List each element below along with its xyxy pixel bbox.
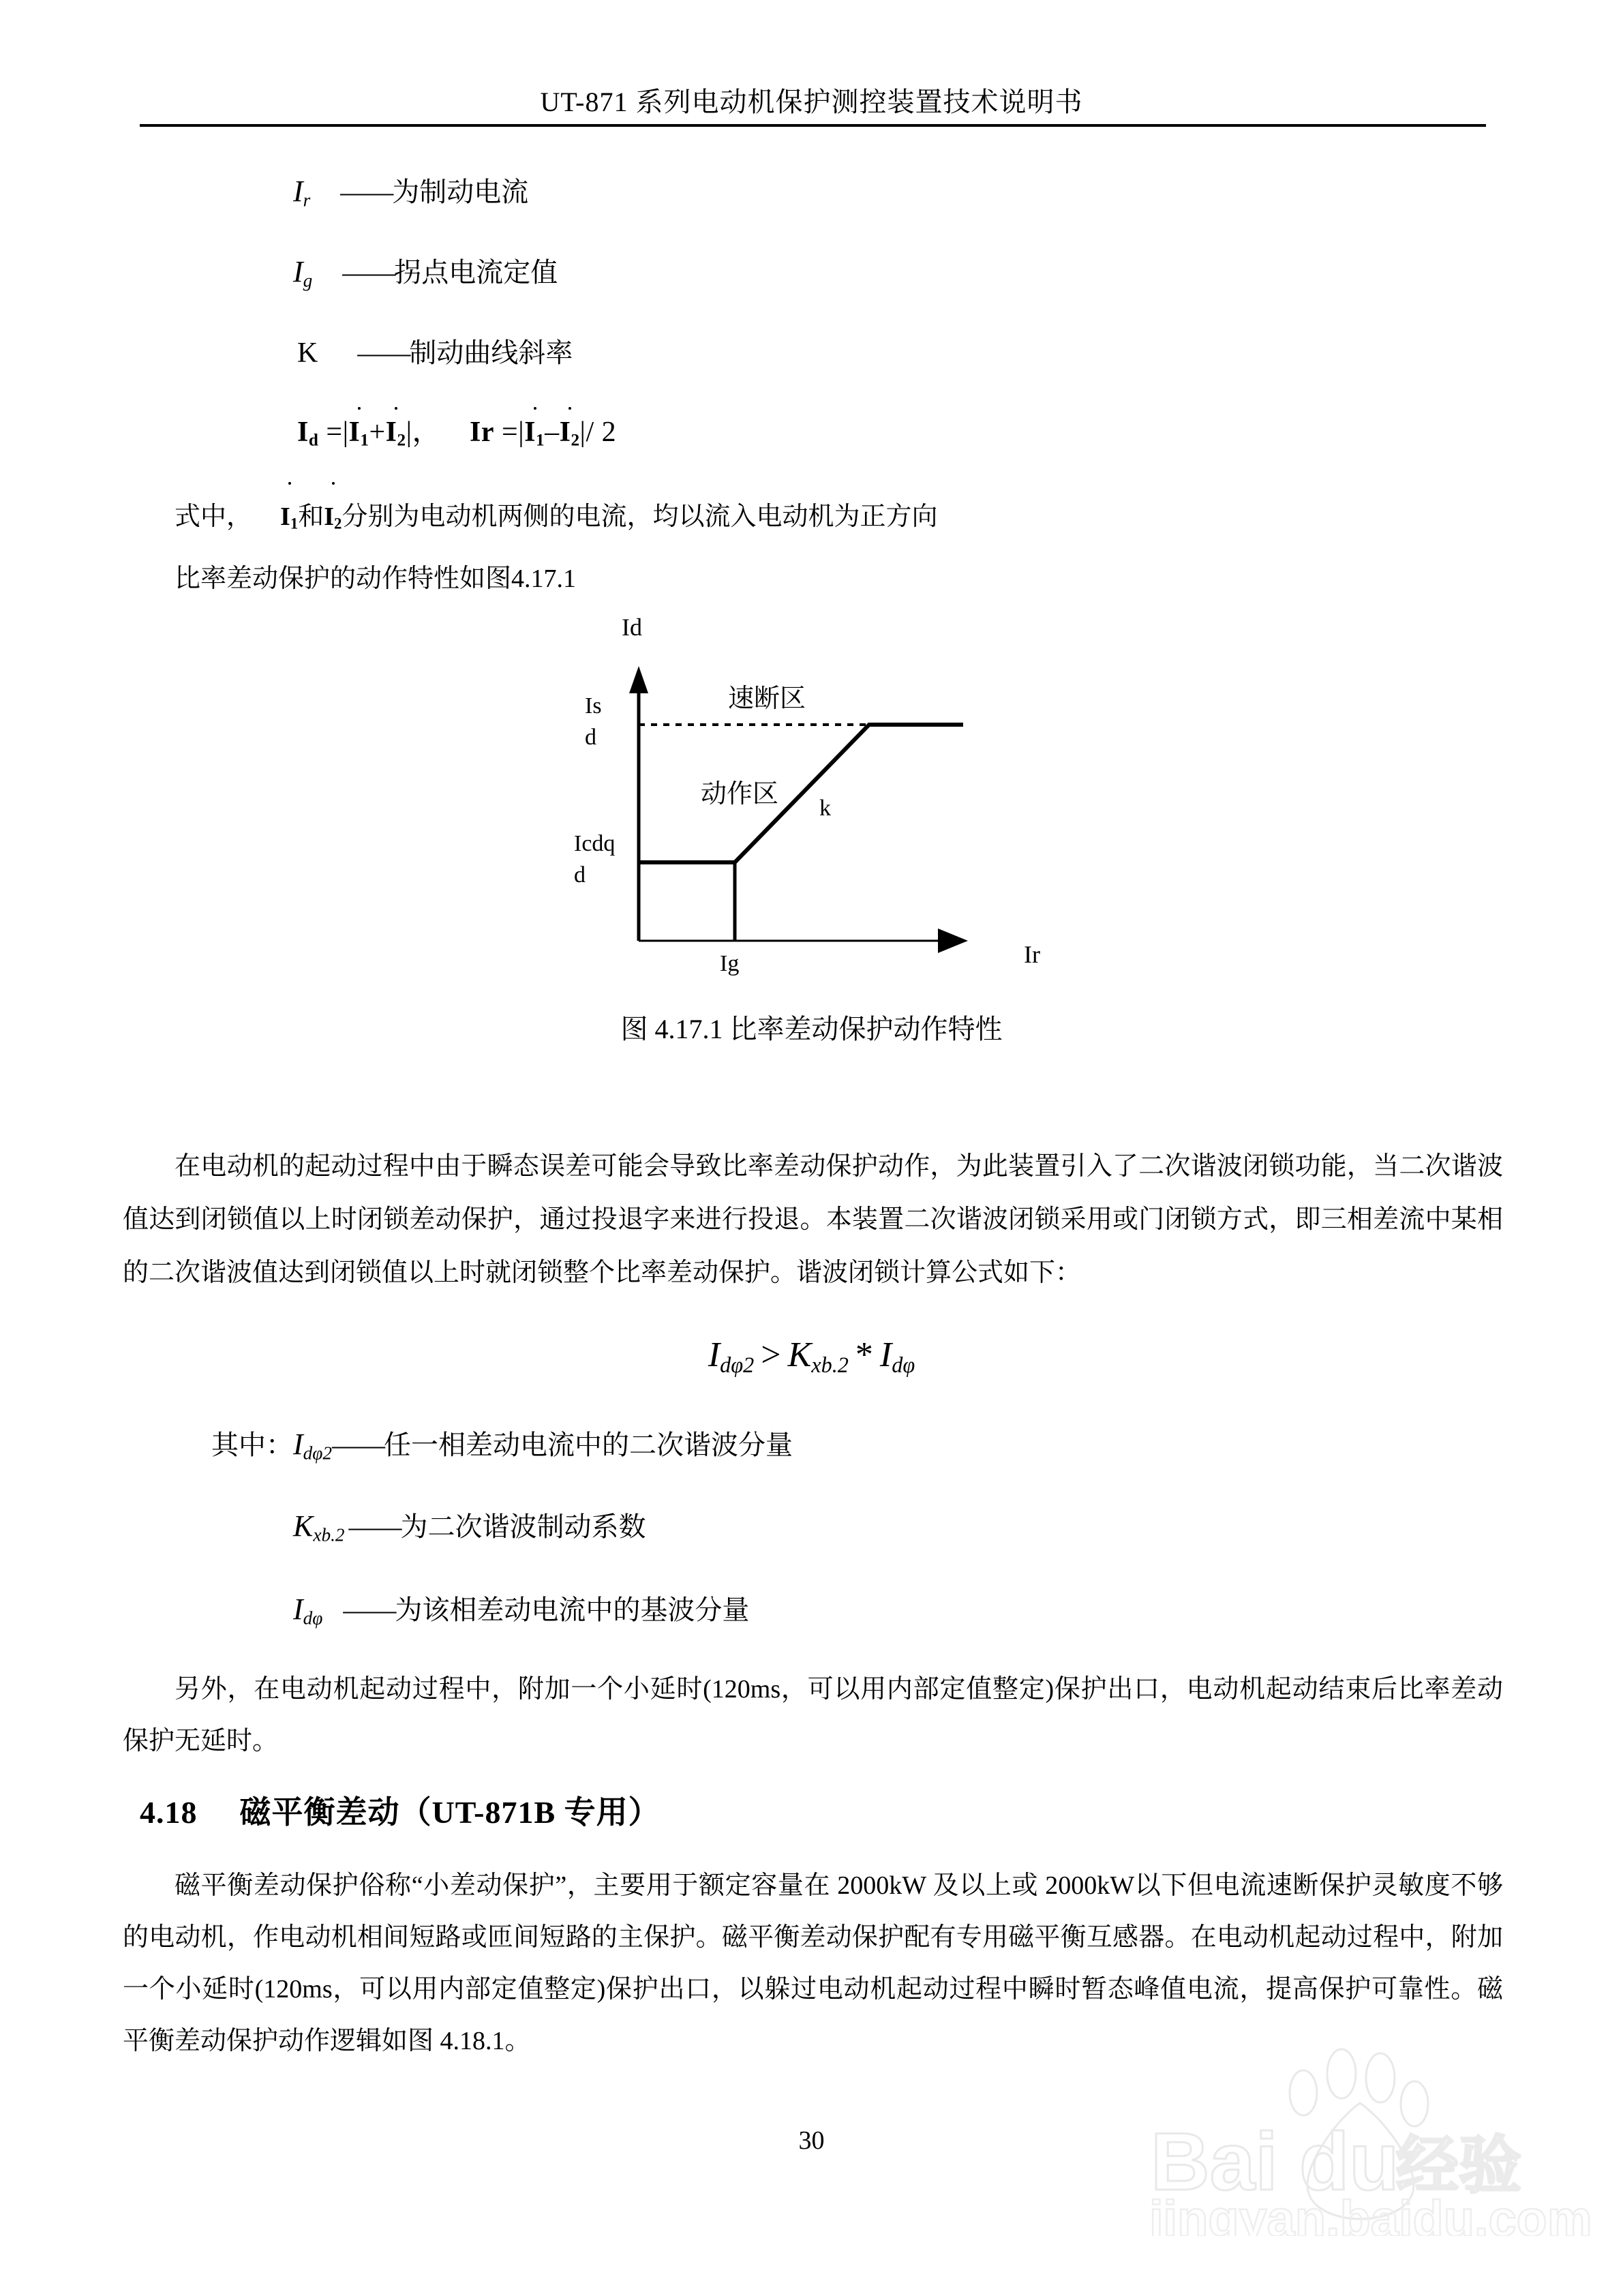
y-axis-arrowhead <box>629 666 648 693</box>
symbol-definition-ir <box>293 170 528 211</box>
eq-bar-open: | <box>342 417 349 448</box>
note-line-2: 比率差动保护的动作特性如图4.17.1 <box>175 564 577 593</box>
watermark-brand-du: du <box>1299 2116 1399 2207</box>
em-dash: —— <box>342 257 395 288</box>
section-heading-4-18 <box>140 1787 661 1832</box>
y-tick-label-isd-line2: d <box>585 725 596 750</box>
eq2-bar-close: | <box>579 417 586 448</box>
x-axis-arrowhead <box>938 928 968 953</box>
harmonic-blocking-paragraph <box>123 1140 1503 1299</box>
eq2-divide: / 2 <box>586 417 617 448</box>
annotation-slope-k: k <box>819 796 831 821</box>
header-divider <box>140 124 1486 127</box>
harmonic-definition-kxb2 <box>293 1505 646 1546</box>
harmonic-definition-idphi <box>293 1588 749 1629</box>
magnetic-balance-paragraph-text: 磁平衡差动保护俗称“小差动保护”，主要用于额定容量在 2000kW 及以上或 2000kW以下但电流速断保护灵敏度不够的电动机，作电动机相间短路或匝间短路的主保护。磁平衡差动保护配有专用磁平衡互感器。在电动机起动过程中，附加一个小延时(120ms，可以用内部定值整定)保护出口，以躲过电动机起动过程中瞬时暂态峰值电流，提高保护可靠性。磁平衡差动保护动作逻辑如图 4.18.1。 <box>123 1871 1503 2055</box>
symbol-kxb2: $K_{xb.2}$ <box>293 1509 345 1545</box>
note-paragraph <box>175 489 1504 606</box>
y-tick-label-isd-line1: Is <box>585 693 602 719</box>
paw-toe-4 <box>1401 2081 1428 2126</box>
symbol-k: K <box>297 337 318 369</box>
figure-ratio-differential-characteristic <box>559 614 1091 985</box>
watermark-url: jingyan.baidu.com <box>1149 2190 1592 2236</box>
page-header-title: UT-871 系列电动机保护测控装置技术说明书 <box>540 87 1083 117</box>
watermark-brand-cn: 经验 <box>1396 2131 1522 2201</box>
em-dash: —— <box>343 1595 395 1625</box>
note-i1: $I_1$ <box>280 489 298 552</box>
eq-bar-close: | <box>406 417 412 448</box>
harmonic-definition-idphi-text: 为该相差动电流中的基波分量 <box>395 1595 750 1625</box>
note-line-1 <box>175 489 1504 552</box>
page-number: 30 <box>798 2126 825 2155</box>
harmonic-blocking-paragraph-text: 在电动机的起动过程中由于瞬态误差可能会导致比率差动保护动作，为此装置引入了二次谐波闭锁功能，当二次谐波值达到闭锁值以上时闭锁差动保护，通过投退字来进行投退。本装置二次谐波闭锁采用或门闭锁方式，即三相差流中某相的二次谐波值达到闭锁值以上时就闭锁整个比率差动保护。谐波闭锁计算公式如下： <box>123 1152 1503 1287</box>
eq-id-lhs: $I_d$ <box>297 417 319 450</box>
figure-caption: 图 4.17.1 比率差动保护动作特性 <box>620 1014 1003 1044</box>
x-axis-label: Ir <box>1024 941 1040 968</box>
harmonic-definition-idphi2 <box>211 1423 793 1464</box>
eq-kxb2: $K_{xb.2}$ <box>787 1335 849 1378</box>
symbol-definition-ig <box>293 251 558 292</box>
symbol-definition-k-text: 制动曲线斜率 <box>409 337 573 368</box>
section-title: 磁平衡差动（UT-871B 专用） <box>239 1795 661 1830</box>
symbol-definition-ig-text: 拐点电流定值 <box>394 257 558 288</box>
note-mid: 和 <box>298 502 324 531</box>
eq-comma: ， <box>412 417 442 448</box>
y-tick-label-icdqd-line2: d <box>574 862 586 888</box>
eq-i1: $I_1$ <box>348 417 369 450</box>
x-tick-label-ig: Ig <box>720 951 740 976</box>
startup-delay-paragraph-text: 另外，在电动机起动过程中，附加一个小延时(120ms，可以用内部定值整定)保护出口，电动机起动结束后比率差动保护无延时。 <box>123 1675 1503 1755</box>
harmonic-blocking-equation <box>0 1335 1623 1378</box>
eq2-bar-open: | <box>518 417 525 448</box>
eq2-i2: $I_2$ <box>559 417 580 450</box>
em-dash: —— <box>348 1511 401 1542</box>
em-dash: —— <box>332 1430 384 1460</box>
eq-idphi: $I_{d\varphi}$ <box>879 1335 915 1378</box>
note-i2: $I_2$ <box>324 489 342 552</box>
section-number: 4.18 <box>140 1795 198 1830</box>
eq-equals: = <box>326 417 343 448</box>
eq-ir-lhs: Ir <box>470 417 495 448</box>
eq2-equals: = <box>502 417 519 448</box>
magnetic-balance-paragraph <box>123 1860 1503 2067</box>
y-tick-label-icdqd-line1: Icdq <box>574 831 616 856</box>
symbol-definition-ir-text: 为制动电流 <box>392 177 529 207</box>
harmonic-definition-kxb2-text: 为二次谐波制动系数 <box>400 1511 646 1542</box>
note-prefix: 式中， <box>175 502 253 531</box>
symbol-idphi: $I_{d\varphi}$ <box>293 1592 323 1629</box>
paw-pad <box>1307 2103 1414 2219</box>
em-dash: —— <box>357 337 410 368</box>
eq-multiply: * <box>855 1335 873 1374</box>
eq2-i1: $I_1$ <box>524 417 545 450</box>
eq2-minus: – <box>545 417 560 448</box>
eq-greater-than: > <box>761 1335 781 1374</box>
symbol-ir: $I_r$ <box>293 175 311 211</box>
harmonic-definition-prefix: 其中： <box>211 1430 293 1460</box>
y-tick-label-isd <box>585 691 602 753</box>
operating-characteristic-curve <box>639 725 963 862</box>
eq-i2: $I_2$ <box>385 417 406 450</box>
note-suffix: 分别为电动机两侧的电流，均以流入电动机为正方向 <box>342 502 938 531</box>
startup-delay-paragraph <box>123 1663 1503 1767</box>
symbol-ig: $I_g$ <box>293 255 313 291</box>
y-tick-label-icdqd <box>574 828 615 891</box>
y-axis-label: Id <box>622 614 642 641</box>
watermark-brand-bai: Bai <box>1151 2116 1278 2207</box>
annotation-operating-zone: 动作区 <box>701 780 779 809</box>
em-dash: —— <box>340 177 393 207</box>
eq-plus: + <box>369 417 386 448</box>
equation-id-ir <box>297 409 616 450</box>
eq-idphi2: $I_{d\varphi 2}$ <box>708 1335 755 1378</box>
symbol-definition-k <box>297 331 573 370</box>
annotation-quick-break-zone: 速断区 <box>728 684 806 713</box>
paw-toe-1 <box>1290 2070 1317 2115</box>
symbol-idphi2: $I_{d\varphi 2}$ <box>293 1428 333 1464</box>
harmonic-definition-idphi2-text: 任一相差动电流中的二次谐波分量 <box>384 1430 793 1460</box>
